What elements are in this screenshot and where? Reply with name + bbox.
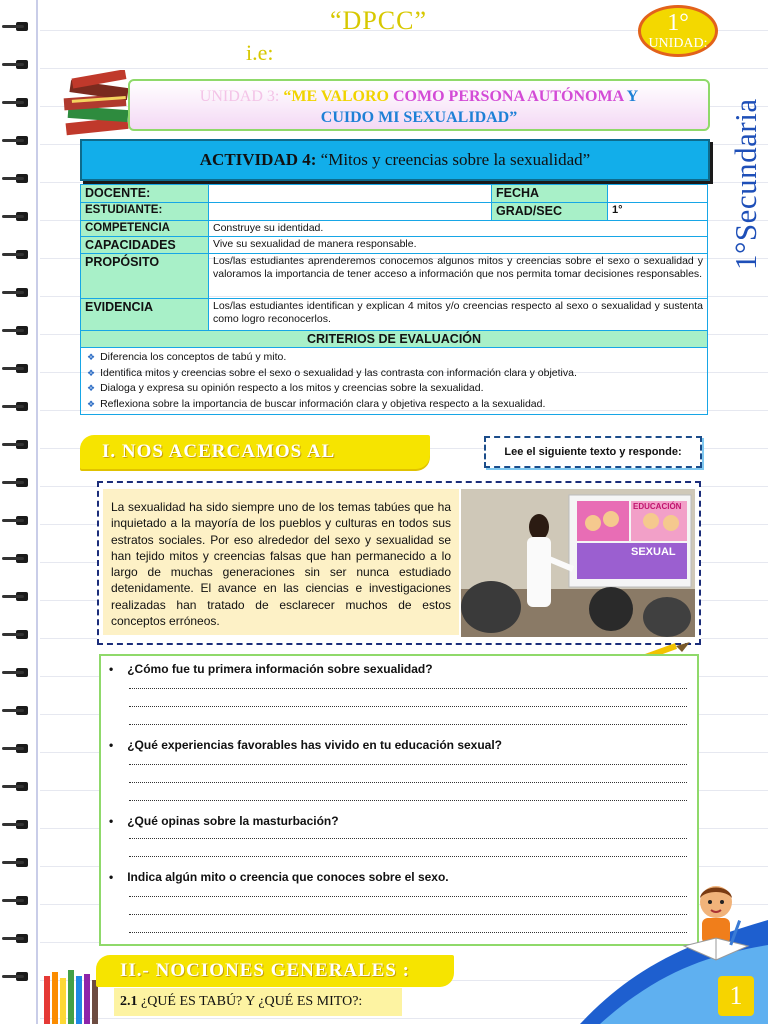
spiral-ring: [2, 856, 32, 869]
capacidades-value: Vive su sexualidad de manera responsable.: [209, 237, 708, 254]
docente-field[interactable]: [209, 185, 492, 203]
unit-title-part3: Y: [626, 88, 639, 105]
competencia-label: COMPETENCIA: [81, 221, 209, 237]
reading-text: La sexualidad ha sido siempre uno de los temas tabúes que ha inquietado a la mayoría de los pueblos y culturas en todos sus estratos sociales. Por eso alrededor del sexo y sexualidad se han tejido mitos y creencias falsas que han permanecido a lo largo de muchas generaciones sin ser nunca estudiado detenidamente. El avance en las ciencias e investigaciones realizadas han tratado de esclarecer muchos de estos conceptos erróneos.: [103, 489, 459, 635]
child-reading-icon: [676, 880, 756, 970]
docente-label: DOCENTE:: [81, 185, 209, 203]
notebook-spiral: [0, 20, 34, 1020]
ruled-line: [40, 182, 768, 183]
spiral-ring: [2, 742, 32, 755]
spiral-ring: [2, 96, 32, 109]
notebook-margin-line: [36, 0, 38, 1024]
spiral-ring: [2, 818, 32, 831]
books-icon: [58, 70, 138, 140]
question-1: • ¿Cómo fue tu primera información sobre sexualidad?: [109, 662, 433, 676]
grade-vertical-text: 1°Secundaria: [728, 98, 763, 270]
gradsec-value[interactable]: 1°: [608, 203, 708, 221]
unit-title-part1: “ME VALORO: [283, 88, 389, 105]
spiral-ring: [2, 286, 32, 299]
spiral-ring: [2, 476, 32, 489]
question-4: • Indica algún mito o creencia que conoces sobre el sexo.: [109, 870, 449, 884]
spiral-ring: [2, 590, 32, 603]
spiral-ring: [2, 552, 32, 565]
section-2-title: II.- NOCIONES GENERALES :: [120, 960, 410, 981]
answer-line[interactable]: [129, 932, 687, 933]
spiral-ring: [2, 894, 32, 907]
answer-line[interactable]: [129, 688, 687, 689]
answer-line[interactable]: [129, 856, 687, 857]
activity-title: [80, 139, 710, 181]
school-name: “DPCC”: [330, 6, 427, 35]
fecha-label: FECHA: [492, 185, 608, 203]
reading-box: [97, 481, 701, 645]
spiral-ring: [2, 628, 32, 641]
section-1-header: [80, 435, 430, 469]
activity-label: ACTIVIDAD 4:: [199, 150, 317, 169]
capacidades-label: CAPACIDADES: [81, 237, 209, 254]
institution-label: i.e:: [246, 40, 274, 65]
spiral-ring: [2, 172, 32, 185]
answer-line[interactable]: [129, 764, 687, 765]
poster-word-text: SEXUAL: [631, 546, 676, 558]
spiral-ring: [2, 248, 32, 261]
answer-line[interactable]: [129, 838, 687, 839]
activity-info-table: [80, 184, 708, 415]
spiral-ring: [2, 134, 32, 147]
criterios-title: CRITERIOS DE EVALUACIÓN: [81, 331, 708, 348]
answer-line[interactable]: [129, 914, 687, 915]
questions-box: [99, 654, 699, 946]
unit-title-part4: CUIDO MI SEXUALIDAD”: [320, 109, 518, 126]
spiral-ring: [2, 666, 32, 679]
subsection-number: 2.1: [120, 994, 138, 1009]
spiral-ring: [2, 780, 32, 793]
unit-badge-label: UNIDAD:: [648, 36, 708, 51]
unit-badge-number: 1°: [667, 10, 689, 36]
question-2: • ¿Qué experiencias favorables has vivido en tu educación sexual?: [109, 738, 502, 752]
subsection-2-1: [114, 988, 402, 1016]
spiral-ring: [2, 20, 32, 33]
reading-instruction: Lee el siguiente texto y responde:: [484, 436, 702, 468]
criterio-item: ❖ Reflexiona sobre la importancia de buscar información clara y objetiva respecto a la sexualidad.: [87, 397, 701, 413]
poster-title-text: EDUCACIÓN: [633, 502, 682, 511]
criterio-item: ❖ Dialoga y expresa su opinión respecto a los mitos y creencias sobre la sexualidad.: [87, 381, 701, 397]
spiral-ring: [2, 932, 32, 945]
ruled-line: [40, 68, 768, 69]
answer-line[interactable]: [129, 800, 687, 801]
answer-line[interactable]: [129, 724, 687, 725]
unit-badge: [638, 5, 718, 57]
spiral-ring: [2, 210, 32, 223]
spiral-ring: [2, 58, 32, 71]
criterio-item: ❖ Diferencia los conceptos de tabú y mito.: [87, 350, 701, 366]
estudiante-field[interactable]: [209, 203, 492, 221]
classroom-photo: [461, 489, 695, 637]
criterio-item: ❖ Identifica mitos y creencias sobre el sexo o sexualidad y las contrasta con información clara y objetiva.: [87, 366, 701, 382]
spiral-ring: [2, 400, 32, 413]
spiral-ring: [2, 362, 32, 375]
gradsec-label: GRAD/SEC: [492, 203, 608, 221]
proposito-value: Los/las estudiantes aprenderemos conocemos algunos mitos y creencias sobre el sexo o sexualidad y valoramos la importancia de tener acceso a información que nos permita tomar decisiones responsables.: [209, 254, 708, 299]
page-number: 1: [718, 976, 754, 1016]
evidencia-label: EVIDENCIA: [81, 299, 209, 331]
unit-title-box: [128, 79, 710, 131]
question-3: • ¿Qué opinas sobre la masturbación?: [109, 814, 339, 828]
grade-vertical-title: [728, 70, 764, 270]
section-2-header: [96, 955, 454, 987]
spiral-ring: [2, 704, 32, 717]
proposito-label: PROPÓSITO: [81, 254, 209, 299]
spiral-ring: [2, 324, 32, 337]
answer-line[interactable]: [129, 706, 687, 707]
spiral-ring: [2, 970, 32, 983]
section-1-title: I. NOS ACERCAMOS AL: [102, 441, 336, 462]
criterios-list: [81, 348, 708, 415]
evidencia-value: Los/las estudiantes identifican y explican 4 mitos y/o creencias respecto al sexo o sexualidad y sustenta como logro reconocerlos.: [209, 299, 708, 331]
activity-name: “Mitos y creencias sobre la sexualidad”: [320, 150, 591, 169]
answer-line[interactable]: [129, 896, 687, 897]
unit-title-part2: COMO PERSONA AUTÓNOMA: [393, 88, 624, 105]
spiral-ring: [2, 438, 32, 451]
estudiante-label: ESTUDIANTE:: [81, 203, 209, 221]
answer-line[interactable]: [129, 782, 687, 783]
spiral-ring: [2, 514, 32, 527]
subsection-title: ¿QUÉ ES TABÚ? Y ¿QUÉ ES MITO?:: [141, 994, 363, 1009]
unit-prefix: UNIDAD 3:: [199, 88, 280, 105]
competencia-value: Construye su identidad.: [209, 221, 708, 237]
fecha-field[interactable]: [608, 185, 708, 203]
